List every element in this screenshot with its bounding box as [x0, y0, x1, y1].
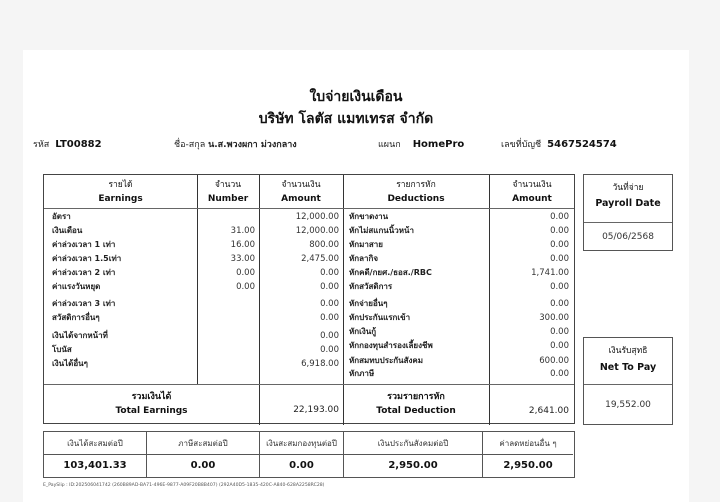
ytd-cell [259, 432, 343, 477]
earning-label: อัตรา [52, 212, 71, 221]
deduction-amount: 0.00 [550, 240, 569, 250]
header-number [197, 178, 259, 206]
ytd-cell [146, 432, 259, 477]
deduction-label: หักจ่ายอื่นๆ [349, 299, 388, 308]
header-deduction-amount-en: Amount [512, 194, 552, 204]
header-deductions [343, 178, 489, 206]
earning-amount: 0.00 [320, 268, 339, 278]
header-deduction-amount [489, 178, 575, 206]
account-value: 5467524574 [547, 139, 617, 150]
deduction-label: หักลากิจ [349, 254, 379, 263]
payroll-date-label-th: วันที่จ่าย [612, 183, 644, 193]
payroll-date-box [583, 174, 673, 251]
deduction-label: หักสวัสดิการ [349, 282, 393, 291]
payslip-page [23, 50, 689, 502]
ytd-cell [343, 432, 482, 477]
payroll-date-divider [584, 222, 672, 223]
earning-number: 31.00 [230, 226, 255, 236]
net-pay-value: 19,552.00 [605, 400, 651, 410]
earning-label: สวัสดิการอื่นๆ [52, 313, 100, 322]
total-deductions-th: รวมรายการหัก [387, 392, 445, 402]
earning-label: ค่าล่วงเวลา 1 เท่า [52, 240, 116, 249]
document-title: ใบจ่ายเงินเดือน [309, 89, 403, 105]
earning-number [197, 357, 255, 371]
earning-amount: 12,000.00 [295, 212, 339, 222]
header-deductions-en: Deductions [387, 194, 445, 204]
earning-label: ค่าแรงวันหยุด [52, 282, 101, 291]
earning-amount: 12,000.00 [295, 226, 339, 236]
net-pay-label-en: Net To Pay [599, 362, 657, 373]
earning-label: ค่าล่วงเวลา 3 เท่า [52, 299, 116, 308]
deduction-label: หักคดี/กยศ./ธอส./RBC [349, 268, 432, 277]
employee-code [33, 137, 102, 151]
total-earnings-value: 22,193.00 [293, 405, 339, 415]
employee-department [378, 137, 464, 151]
earning-label: เงินเดือน [52, 226, 83, 235]
ytd-value: 2,950.00 [503, 460, 553, 471]
deduction-label: หักกองทุนสำรองเลี้ยงชีพ [349, 341, 433, 350]
employee-name [174, 137, 297, 151]
employee-code-value: LT00882 [55, 139, 102, 150]
header-earnings-th: รายได้ [108, 180, 133, 190]
year-to-date-table [43, 431, 575, 478]
earning-number [197, 343, 255, 357]
earning-label: เงินได้อื่นๆ [52, 359, 88, 368]
deduction-amount: 0.00 [550, 282, 569, 292]
payslip-id-footer: E_PaySlip : ID:202506041742 (260B89AD-BA71-496E-9877-A09F20B8B407) (292A40D5-1835-420C-A840-628A2258RC28) [43, 483, 325, 488]
earning-amount: 6,918.00 [301, 359, 339, 369]
deduction-amount: 600.00 [539, 356, 569, 366]
total-deductions-label [343, 390, 489, 418]
employee-name-value: น.ส.พวงผกา ม่วงกลาง [208, 140, 297, 150]
payroll-date-value: 05/06/2568 [602, 232, 654, 242]
deduction-label: หักมาสาย [349, 240, 383, 249]
earnings-deductions-table [43, 174, 575, 424]
header-amount-th: จำนวนเงิน [281, 180, 321, 190]
account-label: เลขที่บัญชี [501, 140, 542, 150]
employee-name-label: ชื่อ-สกุล [174, 140, 206, 150]
deduction-amount: 0.00 [550, 254, 569, 264]
earning-label: เงินได้จากหน้าที่ [52, 331, 108, 340]
deduction-label: หักขาดงาน [349, 212, 389, 221]
net-pay-box [583, 337, 673, 425]
deduction-amount: 0.00 [550, 341, 569, 351]
header-earnings-en: Earnings [98, 194, 143, 204]
employee-account [501, 137, 617, 151]
ytd-label: ค่าลดหย่อนอื่น ๆ [483, 432, 573, 455]
deduction-amount: 0.00 [550, 327, 569, 337]
earning-number [197, 311, 255, 325]
net-pay-divider [584, 384, 672, 385]
earning-label: ค่าล่วงเวลา 1.5เท่า [52, 254, 122, 263]
net-pay-header [584, 344, 672, 375]
earning-number: 0.00 [236, 268, 255, 278]
earning-amount: 0.00 [320, 331, 339, 341]
earning-number: 16.00 [230, 240, 255, 250]
company-name: บริษัท โลตัส แมทเทรส จำกัด [258, 111, 434, 127]
total-earnings-en: Total Earnings [115, 406, 188, 416]
total-earnings-label [44, 390, 259, 418]
header-amount [259, 178, 343, 206]
header-earnings [44, 178, 197, 206]
earning-amount: 0.00 [320, 345, 339, 355]
ytd-cell [44, 432, 146, 477]
payroll-date-header [584, 181, 672, 211]
ytd-label: เงินได้สะสมต่อปี [44, 432, 146, 455]
deduction-label: หักสมทบประกันสังคม [349, 356, 424, 365]
earning-label: โบนัส [52, 345, 72, 354]
earning-number [197, 210, 255, 224]
header-deduction-amount-th: จำนวนเงิน [512, 180, 552, 190]
ytd-value: 2,950.00 [388, 460, 438, 471]
deduction-amount: 0.00 [550, 369, 569, 379]
header-amount-en: Amount [281, 194, 321, 204]
total-divider [44, 384, 574, 385]
deduction-amount: 0.00 [550, 226, 569, 236]
ytd-label: เงินสะสมกองทุนต่อปี [260, 432, 343, 455]
deduction-amount: 0.00 [550, 212, 569, 222]
deduction-label: หักภาษี [349, 369, 375, 378]
header-divider [44, 208, 574, 209]
column-divider [343, 175, 344, 425]
header-number-th: จำนวน [214, 180, 242, 190]
ytd-label: เงินประกันสังคมต่อปี [344, 432, 482, 455]
header-deductions-th: รายการหัก [396, 180, 436, 190]
earning-number [197, 329, 255, 343]
ytd-label: ภาษีสะสมต่อปี [147, 432, 259, 455]
deduction-label: หักประกันแรกเข้า [349, 313, 411, 322]
deduction-label: หักเงินกู้ [349, 327, 377, 336]
deduction-label: หักไม่สแกนนิ้วหน้า [349, 226, 414, 235]
earning-amount: 2,475.00 [301, 254, 339, 264]
ytd-value: 0.00 [190, 460, 216, 471]
earning-label: ค่าล่วงเวลา 2 เท่า [52, 268, 116, 277]
total-deductions-value: 2,641.00 [528, 406, 569, 416]
header-number-en: Number [207, 194, 249, 204]
earning-number: 0.00 [236, 282, 255, 292]
total-deductions-en: Total Deduction [376, 406, 456, 416]
department-value: HomePro [412, 139, 465, 150]
total-earnings-th: รวมเงินได้ [131, 392, 172, 402]
earning-amount: 0.00 [320, 299, 339, 309]
ytd-value: 103,401.33 [63, 460, 127, 471]
payroll-date-label-en: Payroll Date [595, 198, 661, 209]
earning-number: 33.00 [230, 254, 255, 264]
earning-amount: 0.00 [320, 282, 339, 292]
earning-amount: 0.00 [320, 313, 339, 323]
ytd-cell [482, 432, 573, 477]
deduction-amount: 0.00 [550, 299, 569, 309]
department-label: แผนก [378, 140, 401, 150]
ytd-value: 0.00 [289, 460, 314, 471]
earning-amount: 800.00 [309, 240, 339, 250]
deduction-amount: 300.00 [539, 313, 569, 323]
earning-number [197, 297, 255, 311]
net-pay-label-th: เงินรับสุทธิ [608, 346, 648, 356]
deduction-amount: 1,741.00 [531, 268, 569, 278]
employee-code-label: รหัส [33, 140, 50, 150]
